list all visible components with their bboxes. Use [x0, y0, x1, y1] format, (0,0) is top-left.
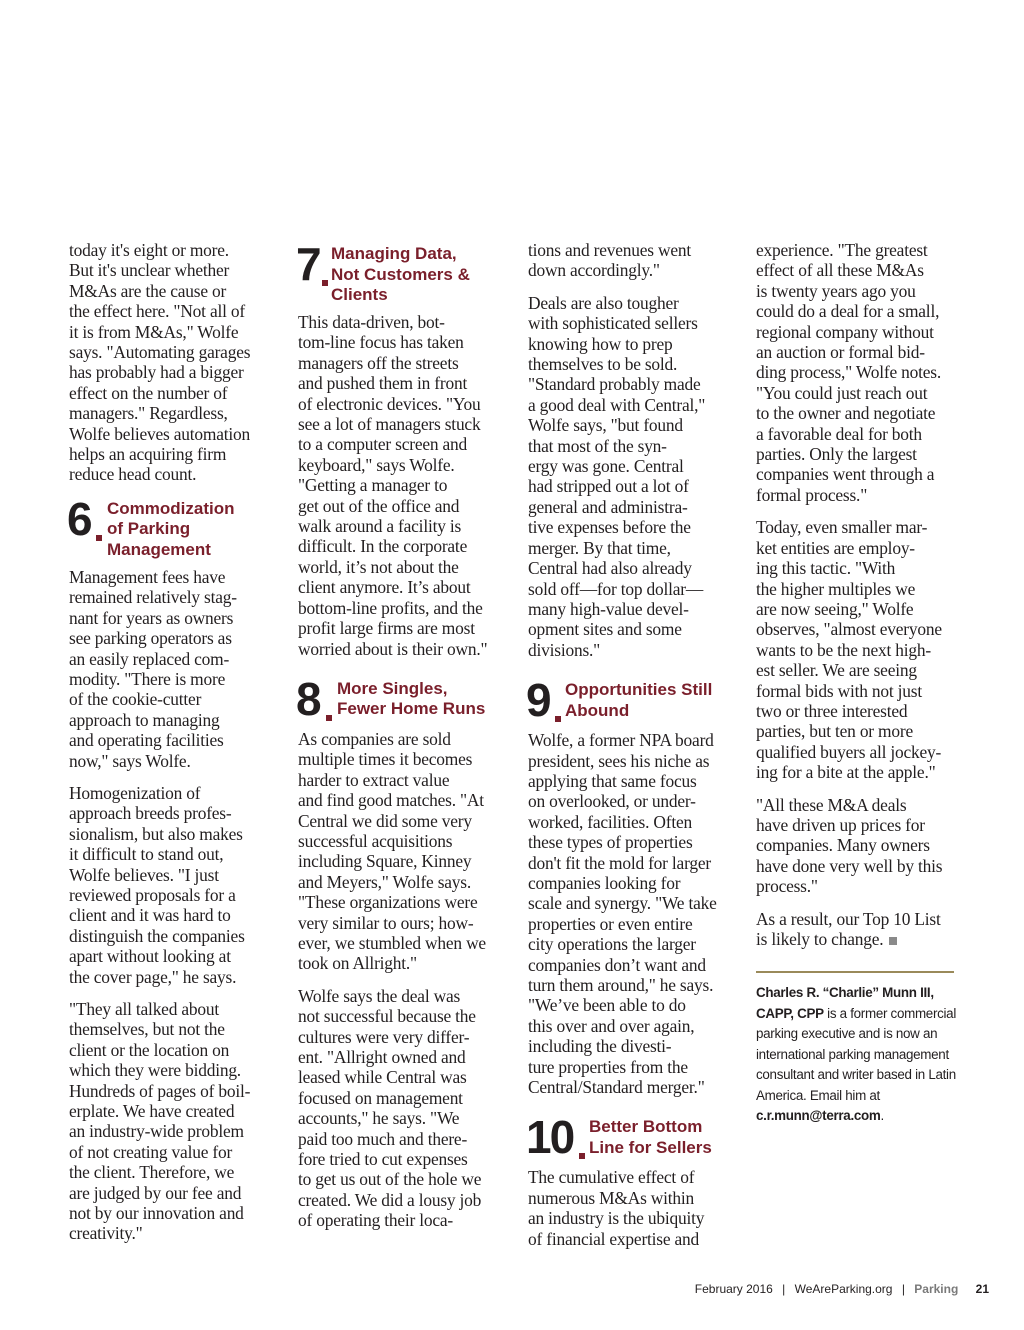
paragraph: As companies are sold multiple times it becomes harder to extract value and find good matches. "At Central we did some very successful acquisitions including Square, Kinney and Meyers," Wolfe says. "These organizations were very similar to ours; how- ever, we stumbled when we took on Allright.": [298, 728, 486, 974]
section-title: More Singles, Fewer Home Runs: [337, 678, 486, 719]
column-1: [69, 240, 269, 1256]
author-name: Charles R. “Charlie” Munn III, CAPP, CPP: [756, 985, 934, 1021]
author-email-link[interactable]: c.r.munn@terra.com: [756, 1108, 881, 1124]
section-heading-9: [526, 674, 728, 727]
section-heading-10: [526, 1111, 728, 1164]
section-number: 6: [67, 492, 91, 545]
column-4: [756, 240, 958, 1127]
bullet-square-icon: [96, 535, 102, 541]
bio-divider: [756, 971, 954, 973]
page-number: 21: [975, 1282, 989, 1296]
end-mark-icon: [889, 937, 897, 945]
paragraph: Wolfe says the deal was not successful because the cultures were very differ- ent. "Allright owned and leased while Central was focused on management accounts," he says. "We paid too much and there- fore tried to cut expenses to get us out of the hole we created. We did a lousy job of operating their loca-: [298, 985, 482, 1231]
page-footer: [695, 1282, 989, 1296]
paragraph: Deals are also tougher with sophisticated sellers knowing how to prep themselves to be sold. "Standard probably made a good deal with Central," Wolfe says, "but found that most of the syn- ergy was gone. Central had stripped out a lot of general and administra- tive expenses before the merger. By that time, Central had also already sold off—for top dollar— many high-value devel- opment sites and some divisions.": [528, 292, 706, 660]
bullet-square-icon: [326, 715, 332, 721]
section-number: 7: [296, 238, 320, 290]
bio-text: is a former commercial parking executive and is now an international parking management consultant and writer based in Latin America. Email him at: [756, 1005, 957, 1103]
section-heading-8: [296, 672, 498, 725]
footer-separator: |: [901, 1282, 905, 1296]
paragraph: Homogenization of approach breeds profes- sionalism, but also makes it difficult to stand out, Wolfe believes. "I just reviewed proposals for a client and it was hard to distinguish the companies apart without looking at the cover page," he says.: [69, 782, 245, 987]
paragraph: Wolfe, a former NPA board president, sees his niche as applying that same focus on overlooked, or under- worked, facilities. Often these types of properties don't fit the mold for larger companies looking for scale and synergy. "We take properties or even entire city operations the larger companies don’t want and turn them around," he says. "We’ve been able to do this over and over again, including the divesti- ture properties from the Central/Standard merger.": [528, 730, 717, 1098]
bio-end: .: [880, 1108, 884, 1124]
section-title: Commodization of Parking Management: [107, 498, 235, 559]
paragraph: today it's eight or more. But it's unclear whether M&As are the cause or the effect here. "Not all of it is from M&As," Wolfe says. "Automating garages has probably had a bigger effect on the number of managers." Regardless, Wolfe believes automation helps an acquiring firm reduce head count.: [69, 240, 251, 485]
footer-site: WeAreParking.org: [794, 1282, 893, 1296]
footer-separator: |: [782, 1282, 786, 1296]
footer-date: February 2016: [694, 1282, 773, 1296]
paragraph: experience. "The greatest effect of all these M&As is twenty years ago you could do a deal for a small, regional company without an auction or formal bid- ding process," Wolfe notes. "You could just reach out to the owner and negotiate a favorable deal for both parties. Only the largest companies went through a formal process.": [756, 240, 941, 505]
column-3: [528, 240, 728, 1261]
paragraph: tions and revenues went down accordingly.": [528, 240, 691, 281]
section-heading-6: [67, 492, 269, 561]
section-heading-7: [296, 238, 498, 306]
column-2: [298, 240, 498, 1243]
bullet-square-icon: [579, 1153, 585, 1159]
section-title: Managing Data, Not Customers & Clients: [331, 244, 470, 304]
paragraph: "All these M&A deals have driven up prices for companies. Many owners have done very well by this process.": [756, 794, 943, 897]
section-number: 9: [526, 674, 550, 727]
section-number: 8: [296, 672, 320, 725]
paragraph: [756, 909, 958, 950]
section-title: Better Bottom Line for Sellers: [589, 1117, 712, 1157]
section-number: 10: [526, 1111, 574, 1164]
paragraph: Management fees have remained relatively stag- nant for years as owners see parking operators as an easily replaced com- modity. "There is more of the cookie-cutter approach to managing and operating facilities now," says Wolfe.: [69, 566, 237, 771]
paragraph: The cumulative effect of numerous M&As within an industry is the ubiquity of financial expertise and: [528, 1167, 705, 1249]
paragraph: "They all talked about themselves, but not the client or the location on which they were bidding. Hundreds of pages of boil- erplate. We have created an industry-wide problem of not creating value for the client. Therefore, we are judged by our fee and not by our innovation and creativity.": [69, 999, 251, 1244]
paragraph: Today, even smaller mar- ket entities are employ- ing this tactic. "With the higher multiples we are now seeing," Wolfe observes, "almost everyone wants to be the next high- est seller. We are seeing formal bids with not just two or three interested parties, but ten or more qualified buyers all jockey- ing for a bite at the apple.": [756, 517, 942, 783]
paragraph: This data-driven, bot- tom-line focus has taken managers off the streets and pushed them in front of electronic devices. "You see a lot of managers stuck to a computer screen and keyboard," says Wolfe. "Getting a manager to get out of the office and walk around a facility is difficult. In the corporate world, it’s not about the client anymore. It’s about bottom-line profits, and the profit large firms are most worried about is their own.": [298, 312, 488, 659]
closing-text: As a result, our Top 10 List is likely to change.: [756, 908, 941, 949]
footer-brand: Parking: [914, 1282, 959, 1296]
section-title: Opportunities Still Abound: [565, 680, 713, 720]
author-bio: [756, 983, 958, 1127]
bullet-square-icon: [555, 716, 561, 722]
bullet-square-icon: [322, 280, 328, 286]
